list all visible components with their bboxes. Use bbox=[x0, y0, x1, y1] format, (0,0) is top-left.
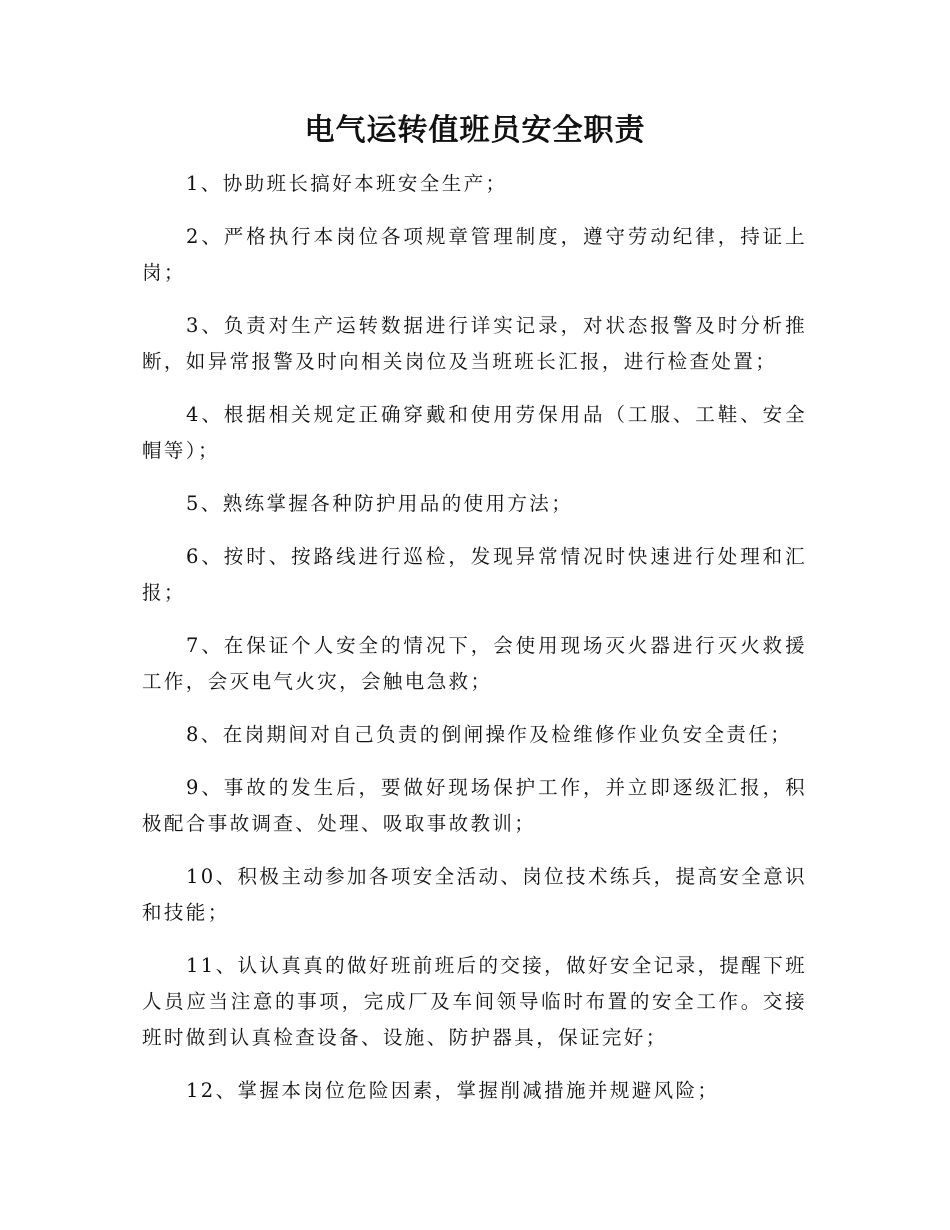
document-title: 电气运转值班员安全职责 bbox=[304, 113, 646, 148]
paragraph-6: 6、按时、按路线进行巡检，发现异常情况时快速进行处理和汇报； bbox=[142, 545, 807, 604]
paragraph-3: 3、负责对生产运转数据进行详实记录，对状态报警及时分析推断，如异常报警及时向相关岗位及当班班长汇报，进行检查处置； bbox=[142, 314, 807, 373]
paragraph-5: 5、熟练掌握各种防护用品的使用方法； bbox=[186, 492, 574, 515]
paragraph-4: 4、根据相关规定正确穿戴和使用劳保用品（工服、工鞋、安全帽等）； bbox=[142, 403, 807, 462]
paragraph-8: 8、在岗期间对自己负责的倒闸操作及检维修作业负安全责任； bbox=[186, 723, 793, 746]
paragraph-7: 7、在保证个人安全的情况下，会使用现场灭火器进行灭火救援工作，会灭电气火灾，会触电急救； bbox=[142, 634, 807, 693]
paragraph-9: 9、事故的发生后，要做好现场保护工作，并立即逐级汇报，积极配合事故调查、处理、吸取事故教训； bbox=[142, 776, 807, 835]
paragraph-10: 10、积极主动参加各项安全活动、岗位技术练兵，提高安全意识和技能； bbox=[142, 865, 807, 924]
document-body bbox=[142, 166, 807, 1126]
paragraph-2: 2、严格执行本岗位各项规章管理制度，遵守劳动纪律，持证上岗； bbox=[142, 225, 807, 284]
paragraph-1: 1、协助班长搞好本班安全生产； bbox=[186, 172, 508, 195]
paragraph-12: 12、掌握本岗位危险因素，掌握削减措施并规避风险； bbox=[186, 1079, 720, 1102]
paragraph-11: 11、认认真真的做好班前班后的交接，做好安全记录，提醒下班人员应当注意的事项，完成厂及车间领导临时布置的安全工作。交接班时做到认真检查设备、设施、防护器具，保证完好； bbox=[142, 954, 807, 1049]
